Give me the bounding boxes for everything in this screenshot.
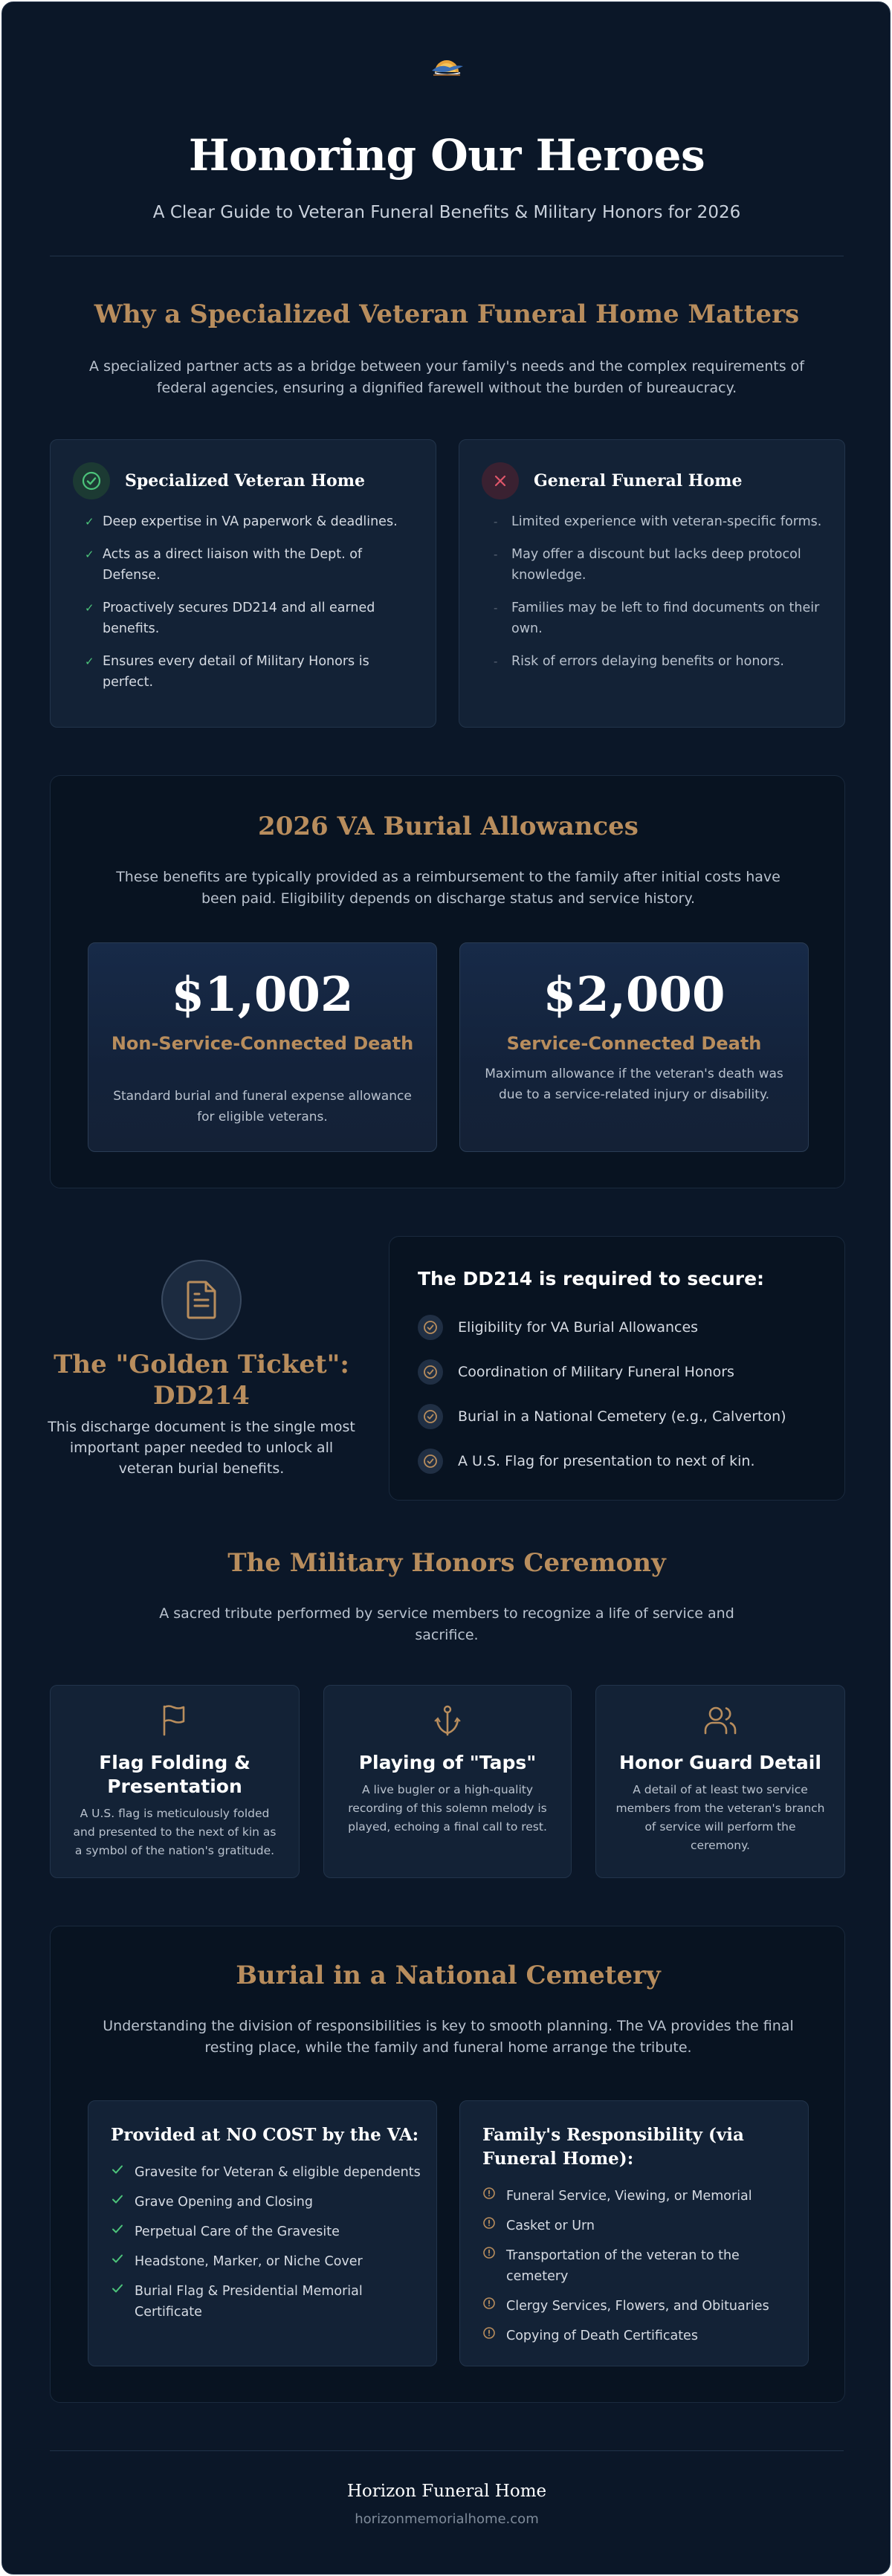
allowances-title: 2026 VA Burial Allowances (258, 812, 639, 841)
list-item: - Risk of errors delaying benefits or honors. (494, 651, 824, 672)
dd214-list (418, 1305, 830, 1483)
golden-ticket-description: This discharge document is the single most important paper needed to unlock all veteran burial benefits. (48, 1419, 355, 1477)
specialized-home-title: Specialized Veteran Home (125, 471, 365, 491)
check-icon (111, 2221, 124, 2242)
info-circle-icon (482, 2216, 496, 2236)
footer-company-name: Horizon Funeral Home (346, 2482, 547, 2501)
allowance-description: Maximum allowance if the veteran's death was due to a service-related injury or disability. (485, 1067, 783, 1102)
check-circle-icon (418, 1404, 443, 1429)
dd214-list-title: The DD214 is required to secure: (418, 1268, 765, 1289)
list-item: Gravesite for Veteran & eligible dependents (111, 2162, 421, 2183)
check-icon: ✓ (85, 601, 94, 615)
honors-section-title: The Military Honors Ceremony (227, 1548, 666, 1578)
general-home-list (494, 511, 824, 684)
va-provided-title: Provided at NO COST by the VA: (111, 2125, 419, 2145)
check-icon: ✓ (85, 655, 94, 668)
bugle-icon (324, 1703, 571, 1738)
infographic-page (1, 1, 891, 2575)
page-subtitle: A Clear Guide to Veteran Funeral Benefits & Military Honors for 2026 (152, 203, 741, 222)
allowance-description: Standard burial and funeral expense allowance for eligible veterans. (113, 1089, 412, 1124)
why-section-description: A specialized partner acts as a bridge between your family's needs and the complex requirements of federal agencies, ensuring a dignified farewell without the burden of bureaucracy. (89, 358, 804, 396)
golden-ticket-title: The "Golden Ticket": DD214 (54, 1350, 349, 1411)
document-icon (161, 1260, 242, 1340)
info-circle-icon (482, 2296, 496, 2317)
list-item: Casket or Urn (482, 2216, 793, 2236)
honor-card-flag (50, 1685, 300, 1878)
list-item: Grave Opening and Closing (111, 2192, 421, 2213)
x-icon (482, 462, 519, 499)
check-icon: ✓ (85, 515, 94, 528)
list-item: Funeral Service, Viewing, or Memorial (482, 2186, 793, 2207)
general-home-card (459, 439, 845, 728)
dash-icon: - (494, 548, 498, 561)
honor-card-guard (595, 1685, 845, 1878)
info-circle-icon (482, 2186, 496, 2207)
allowance-label: Non-Service-Connected Death (111, 1033, 414, 1054)
check-circle-icon (73, 462, 110, 499)
footer-website-link[interactable]: horizonmemorialhome.com (355, 2511, 539, 2527)
check-icon (111, 2251, 124, 2272)
list-item: A U.S. Flag for presentation to next of kin. (418, 1439, 830, 1483)
check-icon: ✓ (85, 548, 94, 561)
check-circle-icon (418, 1359, 443, 1385)
check-circle-icon (418, 1449, 443, 1474)
honor-card-title: Honor Guard Detail (619, 1752, 821, 1773)
dash-icon: - (494, 515, 498, 528)
check-circle-icon (418, 1315, 443, 1340)
list-item: - May offer a discount but lacks deep protocol knowledge. (494, 544, 824, 586)
dd214-requirements-card (389, 1236, 845, 1501)
list-item: ✓ Acts as a direct liaison with the Dept. of Defense. (85, 544, 415, 586)
va-provided-list (111, 2162, 421, 2331)
list-item: ✓ Proactively secures DD214 and all earned benefits. (85, 598, 415, 639)
why-section-title: Why a Specialized Veteran Funeral Home Matters (94, 300, 800, 329)
list-item: Perpetual Care of the Gravesite (111, 2221, 421, 2242)
list-item: Copying of Death Certificates (482, 2326, 793, 2346)
info-circle-icon (482, 2245, 496, 2266)
allowance-box-service (459, 942, 809, 1152)
specialized-home-card (50, 439, 436, 728)
family-responsibility-list (482, 2186, 793, 2355)
honor-card-description: A live bugler or a high-quality recording of this solemn melody is played, echoing a final call to rest. (348, 1783, 547, 1834)
list-item: Clergy Services, Flowers, and Obituaries (482, 2296, 793, 2317)
allowances-description: These benefits are typically provided as a reimbursement to the family after initial costs have been paid. Eligibility depends on discharge status and service history. (116, 869, 780, 907)
honors-section-description: A sacred tribute performed by service members to recognize a life of service and sacrifice. (159, 1605, 734, 1643)
dash-icon: - (494, 601, 498, 615)
check-icon (111, 2192, 124, 2213)
check-icon (111, 2162, 124, 2183)
list-item: Coordination of Military Funeral Honors (418, 1350, 830, 1394)
list-item: Headstone, Marker, or Niche Cover (111, 2251, 421, 2272)
allowance-amount: $2,000 (543, 967, 725, 1023)
list-item: Burial Flag & Presidential Memorial Certificate (111, 2281, 421, 2323)
family-responsibility-card (459, 2100, 809, 2366)
allowance-amount: $1,002 (171, 967, 354, 1023)
flag-icon (51, 1703, 299, 1738)
list-item: Burial in a National Cemetery (e.g., Calverton) (418, 1394, 830, 1439)
cemetery-panel (50, 1926, 845, 2403)
cemetery-description: Understanding the division of responsibilities is key to smooth planning. The VA provides the final resting place, while the family and funeral home arrange the tribute. (103, 2018, 794, 2056)
list-item: - Limited experience with veteran-specific forms. (494, 511, 824, 532)
divider (50, 2450, 844, 2451)
list-item: ✓ Deep expertise in VA paperwork & deadlines. (85, 511, 415, 532)
users-icon (596, 1703, 844, 1738)
check-icon (111, 2281, 124, 2302)
list-item: Transportation of the veteran to the cemetery (482, 2245, 793, 2287)
allowance-box-non-service (88, 942, 437, 1152)
va-provided-card (88, 2100, 437, 2366)
allowance-label: Service-Connected Death (506, 1033, 762, 1054)
eagle-sun-logo-icon (427, 53, 466, 84)
list-item: - Families may be left to find documents on their own. (494, 598, 824, 639)
list-item: ✓ Ensures every detail of Military Honors is perfect. (85, 651, 415, 693)
list-item: Eligibility for VA Burial Allowances (418, 1305, 830, 1350)
honor-card-taps (323, 1685, 572, 1878)
general-home-title: General Funeral Home (534, 471, 743, 491)
page-title: Honoring Our Heroes (188, 130, 705, 181)
family-responsibility-title: Family's Responsibility (via Funeral Home): (482, 2125, 744, 2169)
dash-icon: - (494, 655, 498, 668)
cemetery-title: Burial in a National Cemetery (236, 1961, 661, 1990)
honor-card-title: Playing of "Taps" (358, 1752, 537, 1773)
honor-card-description: A detail of at least two service members from the veteran's branch of service will perform the ceremony. (615, 1783, 825, 1852)
allowances-panel (50, 775, 845, 1188)
info-circle-icon (482, 2326, 496, 2346)
specialized-home-list (85, 511, 415, 705)
honor-card-title: Flag Folding & Presentation (99, 1752, 251, 1797)
honor-card-description: A U.S. flag is meticulously folded and presented to the next of kin as a symbol of the nation's gratitude. (73, 1807, 277, 1857)
